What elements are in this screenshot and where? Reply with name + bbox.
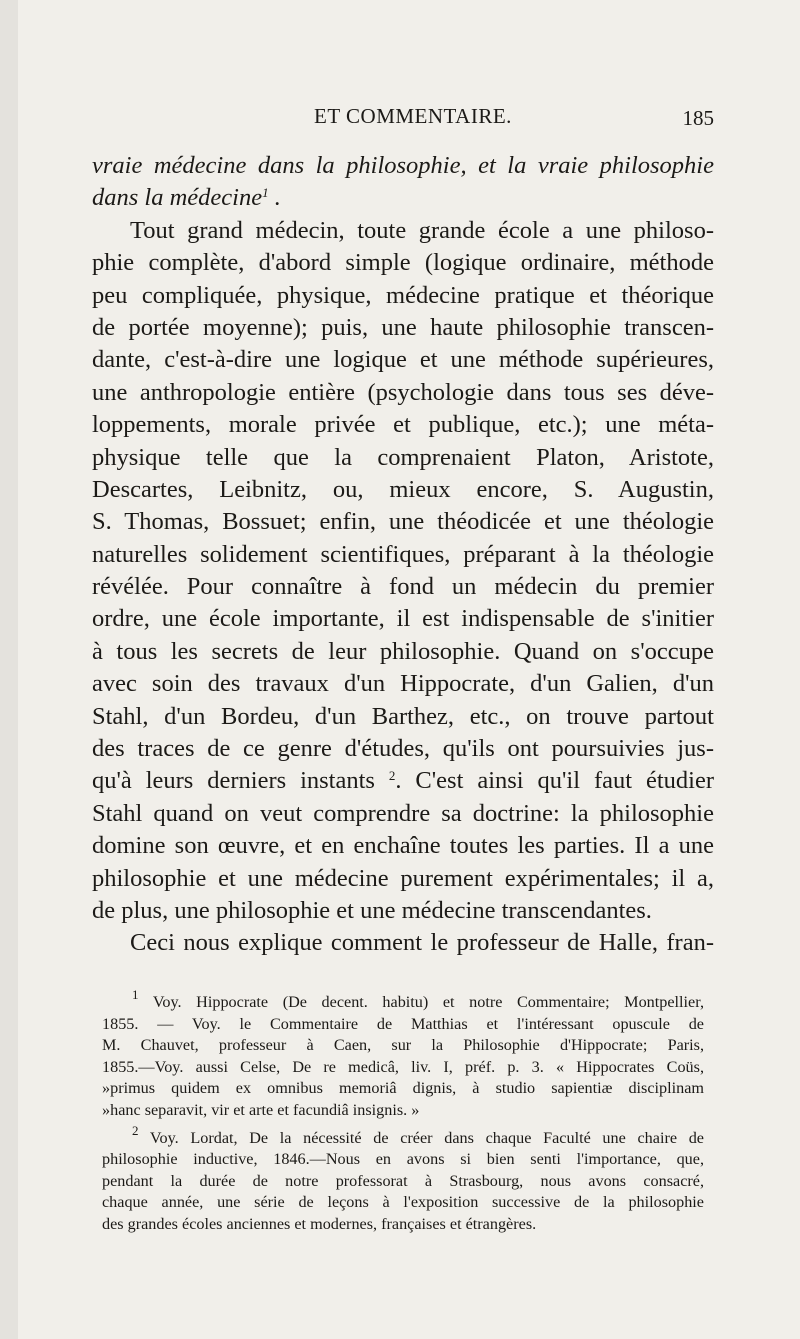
- footnote-line: pendant la durée de notre professorat à Strasbourg, nous avons consacré,: [102, 1171, 704, 1190]
- footnote-line: 1855.—Voy. aussi Celse, De re medicâ, liv. I, préf. p. 3. « Hippocrates Coüs,: [102, 1057, 704, 1076]
- footnote-line: des grandes écoles anciennes et modernes, françaises et étrangères.: [102, 1214, 537, 1233]
- text-line: avec soin des travaux d'un Hippocrate, d'un Galien, d'un: [92, 670, 714, 698]
- text-line: à tous les secrets de leur philosophie. Quand on s'occupe: [92, 637, 714, 665]
- footnote-text: Voy. Hippocrate (De decent. habitu) et notre Commentaire; Montpellier,: [152, 993, 705, 1011]
- text-line: dante, c'est-à-dire une logique et une méthode supérieures,: [92, 346, 714, 374]
- footnote-line: philosophie inductive, 1846.—Nous en avons si bien senti l'importance, que,: [102, 1150, 704, 1169]
- paragraph-start: Tout grand médecin, toute grande école a une philoso-: [130, 216, 714, 244]
- text-line: vraie médecine dans la philosophie, et la vraie philosophie: [92, 152, 714, 179]
- text-line: une anthropologie entière (psychologie dans tous ses déve-: [92, 378, 714, 406]
- text-fragment: . C'est ainsi qu'il faut étudier: [395, 767, 714, 795]
- page-number: 185: [682, 106, 714, 130]
- text-line: de portée moyenne); puis, une haute philosophie transcen-: [92, 313, 714, 341]
- text-line: Stahl quand on veut comprendre sa doctrine: la philosophie: [92, 799, 714, 827]
- text-line: de plus, une philosophie et une médecine transcendantes.: [92, 896, 652, 924]
- text-line: physique telle que la comprenaient Platon, Aristote,: [92, 443, 714, 471]
- text-line: philosophie et une médecine purement expérimentales; il a,: [92, 864, 714, 892]
- footnote-line: »primus quidem ex omnibus memoriâ dignis, à studio sapientiæ disciplinam: [102, 1079, 704, 1098]
- text-line: phie complète, d'abord simple (logique ordinaire, méthode: [92, 249, 714, 277]
- page-edge-shadow: [0, 0, 18, 1339]
- footnote-1-first-line: [102, 987, 705, 1014]
- text-line: [92, 765, 714, 797]
- text-line: Stahl, d'un Bordeu, d'un Barthez, etc., on trouve partout: [92, 702, 714, 730]
- footnote-line: »hanc separavit, vir et arte et facundiâ insignis. »: [102, 1100, 420, 1119]
- text-fragment: qu'à leurs derniers instants: [92, 767, 375, 795]
- footnote-line: 1855. — Voy. le Commentaire de Matthias et l'intéressant opuscule de: [102, 1014, 704, 1033]
- footnote-line: M. Chauvet, professeur à Caen, sur la Philosophie d'Hippocrate; Paris,: [102, 1036, 704, 1055]
- text-line: S. Thomas, Bossuet; enfin, une théodicée et une théologie: [92, 508, 714, 536]
- text-line: ordre, une école importante, il est indispensable de s'initier: [92, 605, 714, 633]
- running-head: [92, 104, 714, 134]
- text-fragment: dans la médecine: [92, 184, 263, 212]
- text-line: dans la médecine$^1$ .: [92, 184, 281, 212]
- body-text: [92, 150, 714, 960]
- paragraph-start: Ceci nous explique comment le professeur de Halle, fran-: [130, 929, 714, 957]
- footnote-line: chaque année, une série de leçons à l'exposition successive de la philosophie: [102, 1193, 704, 1212]
- text-line: peu compliquée, physique, médecine pratique et théorique: [92, 281, 714, 309]
- text-line: naturelles solidement scientifiques, préparant à la théologie: [92, 540, 714, 568]
- text-line: domine son œuvre, et en enchaîne toutes les parties. Il a une: [92, 832, 714, 860]
- footnote-ref-2: 2: [388, 768, 396, 784]
- footnote-label: 2: [132, 1122, 139, 1138]
- text-line: Descartes, Leibnitz, ou, mieux encore, S. Augustin,: [92, 475, 714, 503]
- text-line: révélée. Pour connaître à fond un médecin du premier: [92, 573, 714, 601]
- footnote-2-first-line: [102, 1122, 704, 1150]
- text-line: des traces de ce genre d'études, qu'ils ont poursuivies jus-: [92, 735, 714, 763]
- footnote-label: 1: [132, 987, 139, 1002]
- text-line: loppements, morale privée et publique, etc.); une méta-: [92, 411, 714, 439]
- running-head-title: ET COMMENTAIRE.: [314, 104, 512, 128]
- footnotes: [102, 987, 705, 1236]
- footnote-text: Voy. Lordat, De la nécessité de créer dans chaque Faculté une chaire de: [149, 1128, 704, 1147]
- footnote-ref-1: 1: [262, 185, 269, 201]
